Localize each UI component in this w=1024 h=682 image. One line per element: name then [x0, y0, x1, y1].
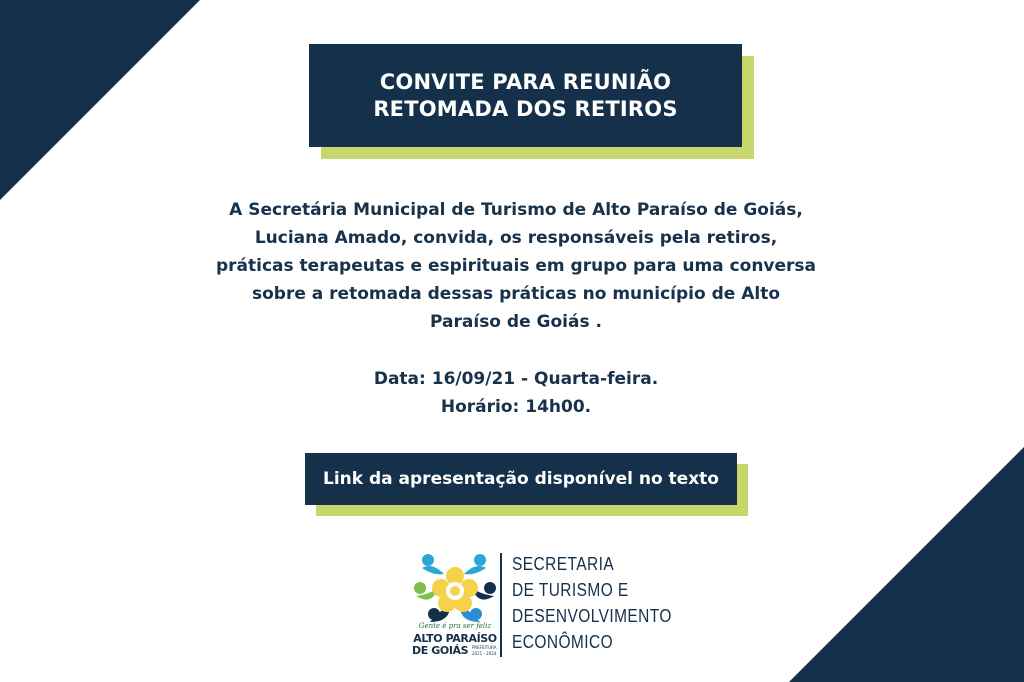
invitation-line: A Secretária Municipal de Turismo de Alto Paraíso de Goiás,: [229, 200, 803, 220]
invitation-line: Luciana Amado, convida, os responsáveis pela retiros,: [254, 228, 778, 248]
link-button[interactable]: [305, 453, 737, 505]
secretariat-line: DESENVOLVIMENTO: [512, 606, 672, 626]
link-button-label: Link da apresentação disponível no texto: [323, 469, 719, 489]
title-banner: [309, 44, 742, 147]
link-banner: [305, 453, 737, 505]
logo-name-line-1: ALTO PARAÍSO: [413, 632, 497, 645]
secretariat-line: DE TURISMO E: [512, 580, 629, 600]
schedule-text: [280, 365, 752, 421]
invitation-line: sobre a retomada dessas práticas no município de Alto: [251, 284, 780, 304]
corner-triangle-bottom-right: [789, 447, 1024, 682]
logo-small-text-1: PREFEITURA: [472, 645, 497, 650]
municipality-logo: [410, 548, 500, 660]
title-line-2: RETOMADA DOS RETIROS: [373, 96, 678, 121]
secretariat-line: SECRETARIA: [512, 554, 615, 574]
invitation-text: [180, 196, 852, 336]
secretariat-line: ECONÔMICO: [512, 632, 614, 652]
meeting-time: Horário: 14h00.: [440, 397, 592, 417]
title-line-1: CONVITE PARA REUNIÃO: [379, 69, 672, 94]
meeting-date: Data: 16/09/21 - Quarta-feira.: [373, 369, 659, 389]
title-banner-box: [309, 44, 742, 147]
invitation-line: Paraíso de Goiás .: [430, 312, 602, 332]
logo-small-text-2: 2021 - 2024: [472, 651, 497, 656]
logo-divider: [500, 553, 502, 657]
corner-triangle-top-left: [0, 0, 200, 200]
secretariat-name: [512, 551, 672, 655]
logo-slogan: Gente é pra ser feliz: [418, 622, 492, 630]
logo-name-line-2: DE GOIÁS: [412, 644, 469, 657]
invitation-line: práticas terapeutas e espirituais em grupo para uma conversa: [215, 256, 817, 276]
